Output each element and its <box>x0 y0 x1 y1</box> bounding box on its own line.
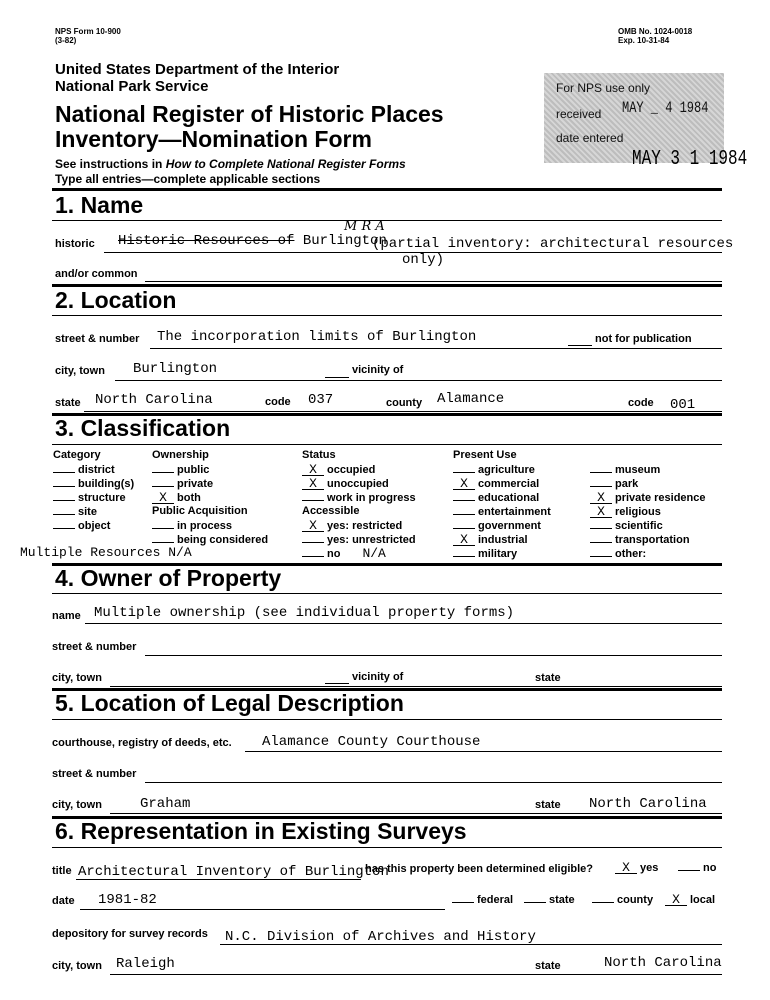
omb-expiration: Exp. 10-31-84 <box>618 36 670 45</box>
legal-state-label: state <box>535 799 561 811</box>
agency-name: United States Department of the Interior <box>55 61 340 78</box>
checkbox-scientific[interactable]: scientific <box>590 519 706 533</box>
checkbox-military[interactable]: military <box>453 547 551 561</box>
checkbox-educational[interactable]: educational <box>453 491 551 505</box>
historic-note-cont: only) <box>402 252 445 268</box>
survey-title-label: title <box>52 865 72 877</box>
section-5-heading: 5. Location of Legal Description <box>55 690 404 716</box>
checkbox-museum[interactable]: museum <box>590 463 706 477</box>
received-date: MAY _ 4 1984 <box>622 98 709 118</box>
legal-city-field[interactable] <box>110 813 722 814</box>
survey-date-value: 1981-82 <box>98 892 157 908</box>
section-rule <box>52 220 722 221</box>
owner-street-field[interactable] <box>145 655 722 656</box>
owner-state-label: state <box>535 672 561 684</box>
checkbox-work-in-progress[interactable]: work in progress <box>302 491 416 505</box>
checkbox-being-considered[interactable]: being considered <box>152 533 268 547</box>
checkbox-occupied[interactable]: X occupied <box>302 463 416 477</box>
county-code-label: code <box>628 397 654 409</box>
owner-city-field[interactable] <box>110 686 722 687</box>
survey-title-value: Architectural Inventory of Burlington <box>78 864 389 880</box>
depository-label: depository for survey records <box>52 928 208 940</box>
common-label: and/or common <box>55 268 138 280</box>
checkbox-no[interactable]: no N/A <box>302 547 416 561</box>
checkbox-government[interactable]: government <box>453 519 551 533</box>
street-value: The incorporation limits of Burlington <box>157 329 477 345</box>
courthouse-label: courthouse, registry of deeds, etc. <box>52 737 232 749</box>
instructions-line-2: Type all entries—complete applicable sections <box>55 172 321 186</box>
owner-name-value: Multiple ownership (see individual property forms) <box>94 605 515 621</box>
accessible-header: Accessible <box>302 505 360 517</box>
owner-vicinity-checkbox[interactable] <box>325 683 349 684</box>
status-header: Status <box>302 449 336 461</box>
section-rule <box>52 593 722 594</box>
code-label: code <box>265 396 291 408</box>
section-1-heading: 1. Name <box>55 192 144 218</box>
owner-name-label: name <box>52 610 81 622</box>
section-6-heading: 6. Representation in Existing Surveys <box>55 818 467 844</box>
checkbox-unoccupied[interactable]: X unoccupied <box>302 477 416 491</box>
form-title: National Register of Historic Places <box>55 101 444 127</box>
owner-city-label: city, town <box>52 672 102 684</box>
ownership-header: Ownership <box>152 449 209 461</box>
checkbox-both[interactable]: X both <box>152 491 213 505</box>
survey-city-label: city, town <box>52 960 102 972</box>
not-for-publication-label: not for publication <box>595 333 692 345</box>
category-header: Category <box>53 449 101 461</box>
state-field[interactable] <box>84 411 722 412</box>
checkbox-park[interactable]: park <box>590 477 706 491</box>
section-rule <box>52 847 722 848</box>
county-code-value: 001 <box>670 397 696 413</box>
legal-street-label: street & number <box>52 768 137 780</box>
ownership-list <box>152 463 213 505</box>
not-for-publication-checkbox[interactable] <box>568 345 592 346</box>
historic-name-value: Historic Resources of Burlington <box>118 233 387 249</box>
form-subtitle: Inventory—Nomination Form <box>55 126 372 152</box>
historic-insert: M R A <box>344 219 385 234</box>
survey-date-label: date <box>52 895 75 907</box>
owner-vicinity-label: vicinity of <box>352 671 404 683</box>
courthouse-field[interactable] <box>245 751 722 752</box>
owner-street-label: street & number <box>52 641 137 653</box>
owner-name-field[interactable] <box>85 623 722 624</box>
historic-label: historic <box>55 238 95 250</box>
section-rule <box>52 719 722 720</box>
category-list <box>53 463 134 533</box>
city-field[interactable] <box>115 380 722 381</box>
federal-checkbox[interactable]: federal <box>452 894 513 906</box>
checkbox-structure[interactable]: structure <box>53 491 134 505</box>
depository-value: N.C. Division of Archives and History <box>225 929 536 945</box>
historic-field[interactable] <box>104 252 722 253</box>
section-rule <box>52 188 722 191</box>
checkbox-agriculture[interactable]: agriculture <box>453 463 551 477</box>
street-field[interactable] <box>150 348 722 349</box>
section-rule <box>52 315 722 316</box>
section-3-heading: 3. Classification <box>55 415 231 441</box>
checkbox-private[interactable]: private <box>152 477 213 491</box>
accessible-list <box>302 519 416 561</box>
checkbox-public[interactable]: public <box>152 463 213 477</box>
checkbox-object[interactable]: object <box>53 519 134 533</box>
present-use-list-2 <box>590 463 706 561</box>
instructions-line-1: See instructions in How to Complete National Register Forms <box>55 157 406 171</box>
status-list <box>302 463 416 505</box>
county-label: county <box>386 397 423 409</box>
vicinity-checkbox[interactable] <box>325 377 349 378</box>
local-checkbox[interactable]: X local <box>665 894 715 906</box>
present-use-header: Present Use <box>453 449 517 461</box>
checkbox-yes-unrestricted[interactable]: yes: unrestricted <box>302 533 416 547</box>
form-number: NPS Form 10-900 <box>55 27 121 36</box>
received-label: received <box>556 107 602 121</box>
form-revision: (3-82) <box>55 36 77 45</box>
eligible-no-checkbox[interactable]: no <box>678 862 716 874</box>
section-2-heading: 2. Location <box>55 287 177 313</box>
checkbox-in-process[interactable]: in process <box>152 519 268 533</box>
legal-state-value: North Carolina <box>589 796 707 812</box>
checkbox-transportation[interactable]: transportation <box>590 533 706 547</box>
code-value: 037 <box>308 392 334 408</box>
common-field[interactable] <box>145 281 722 282</box>
checkbox-buildings[interactable]: building(s) <box>53 477 134 491</box>
nps-use-label: For NPS use only <box>556 81 651 95</box>
section-4-heading: 4. Owner of Property <box>55 565 282 591</box>
county-checkbox[interactable]: county <box>592 894 653 906</box>
survey-city-field[interactable] <box>110 974 722 975</box>
city-value: Burlington <box>133 361 218 377</box>
vicinity-label: vicinity of <box>352 364 404 376</box>
public-acquisition-list <box>152 519 268 547</box>
checkbox-site[interactable]: site <box>53 505 134 519</box>
checkbox-other[interactable]: other: <box>590 547 706 561</box>
county-value: Alamance <box>437 391 505 407</box>
checkbox-private-residence[interactable]: X private residence <box>590 491 706 505</box>
service-name: National Park Service <box>55 78 209 95</box>
checkbox-district[interactable]: district <box>53 463 134 477</box>
survey-date-field[interactable] <box>80 909 445 910</box>
survey-city-value: Raleigh <box>116 956 175 972</box>
survey-state-label: state <box>535 960 561 972</box>
depository-field[interactable] <box>220 944 722 945</box>
legal-city-label: city, town <box>52 799 102 811</box>
city-label: city, town <box>55 365 105 377</box>
date-entered-label: date entered <box>556 131 624 145</box>
legal-street-field[interactable] <box>145 782 722 783</box>
survey-title-field[interactable] <box>76 879 361 880</box>
present-use-list <box>453 463 551 561</box>
checkbox-entertainment[interactable]: entertainment <box>453 505 551 519</box>
eligible-yes-checkbox[interactable]: X yes <box>615 862 658 874</box>
multiple-resources-note: Multiple Resources N/A <box>20 545 192 560</box>
survey-state-value: North Carolina <box>604 955 722 971</box>
courthouse-value: Alamance County Courthouse <box>262 734 481 750</box>
checkbox-religious[interactable]: X religious <box>590 505 706 519</box>
checkbox-industrial[interactable]: X industrial <box>453 533 551 547</box>
eligible-question: has this property been determined eligible? <box>365 863 593 875</box>
historic-note: (partial inventory: architectural resources <box>372 236 734 252</box>
entered-date: MAY 3 1 1984 <box>632 147 748 171</box>
street-label: street & number <box>55 333 140 345</box>
section-rule <box>52 444 722 445</box>
legal-city-value: Graham <box>140 796 191 812</box>
omb-number: OMB No. 1024-0018 <box>618 27 693 36</box>
checkbox-yes-restricted[interactable]: X yes: restricted <box>302 519 416 533</box>
state-checkbox[interactable]: state <box>524 894 575 906</box>
checkbox-commercial[interactable]: X commercial <box>453 477 551 491</box>
public-acquisition-header: Public Acquisition <box>152 505 248 517</box>
state-label: state <box>55 397 81 409</box>
state-value: North Carolina <box>95 392 213 408</box>
